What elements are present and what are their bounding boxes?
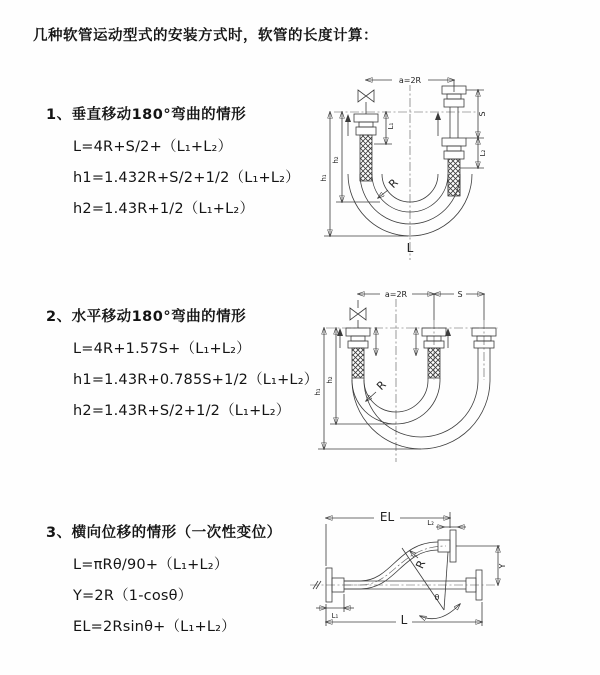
formula-line: Y=2R（1-cosθ）: [73, 588, 193, 604]
formula-line: L=4R+1.57S+（L₁+L₂）: [73, 341, 251, 357]
dim-label-y: Y: [498, 563, 507, 569]
dim-label-s: S: [457, 290, 463, 299]
dim-label-l2: L₂: [479, 149, 487, 157]
movement-arrow-up: [345, 114, 351, 136]
radius-label: R: [386, 176, 401, 191]
dim-label-l1: L₁: [387, 122, 395, 130]
diagram-lateral-displacement: [298, 500, 600, 660]
formula-line: EL=2Rsinθ+（L₁+L₂）: [73, 619, 236, 635]
left-hose-fitting: [346, 328, 370, 378]
angle-construction: [402, 548, 460, 619]
radius-label: R: [413, 558, 429, 571]
dim-label-h2: h₂: [326, 376, 334, 384]
section-lateral-displacement: [46, 521, 282, 646]
formula-line: h1=1.432R+S/2+1/2（L₁+L₂）: [73, 170, 300, 186]
section-2-heading: 2、水平移动180°弯曲的情形: [46, 309, 247, 325]
section-horizontal-180: [46, 305, 318, 430]
formula-line: L=4R+S/2+（L₁+L₂）: [73, 139, 233, 155]
left-hose-fitting: [354, 114, 378, 181]
section-vertical-180: [46, 103, 300, 228]
movement-arrow-up: [337, 328, 343, 348]
dim-label-h1: h₁: [320, 174, 328, 182]
length-label: L: [400, 613, 408, 627]
braided-hose-section: [448, 159, 460, 196]
braided-hose-section: [360, 135, 372, 181]
dim-label-l1: L₁: [331, 612, 339, 620]
braided-hose-section: [428, 348, 440, 378]
dim-label-a2r: a=2R: [398, 76, 422, 85]
valve-icon: [358, 90, 374, 114]
formula-line: L=πRθ/90+（L₁+L₂）: [73, 557, 229, 573]
radius-leader: [378, 190, 388, 198]
length-label: L: [406, 241, 414, 255]
s-curve-hose: [344, 542, 446, 589]
diagram-horizontal-180-bend: [308, 280, 600, 476]
page-title: 几种软管运动型式的安装方式时，软管的长度计算：: [33, 28, 378, 44]
formula-line: h1=1.43R+0.785S+1/2（L₁+L₂）: [73, 372, 319, 388]
formula-line: h2=1.43R+S/2+1/2（L₁+L₂）: [73, 403, 291, 419]
formula-line: h2=1.43R+1/2（L₁+L₂）: [73, 201, 255, 217]
middle-hose-fitting: [422, 328, 446, 378]
dim-label-s: S: [478, 111, 487, 117]
angle-label: θ: [434, 593, 440, 602]
dim-label-l2: L₂: [427, 519, 434, 527]
dim-label-h1: h₁: [314, 388, 322, 396]
section-1-heading: 1、垂直移动180°弯曲的情形: [46, 107, 247, 123]
valve-icon: [350, 300, 366, 328]
u-bend-hose: [352, 378, 490, 449]
dim-label-el: EL: [379, 510, 395, 524]
radius-label: R: [374, 378, 389, 393]
diagram-vertical-180-bend: [308, 66, 600, 268]
dim-label-h2: h₂: [332, 156, 340, 164]
section-3-heading: 3、横向位移的情形（一次性变位）: [46, 525, 282, 541]
movement-arrow-up: [435, 112, 441, 136]
right-hose-fitting: [442, 86, 466, 196]
dim-label-a2r: a=2R: [384, 290, 408, 299]
braided-hose-section: [352, 348, 364, 378]
